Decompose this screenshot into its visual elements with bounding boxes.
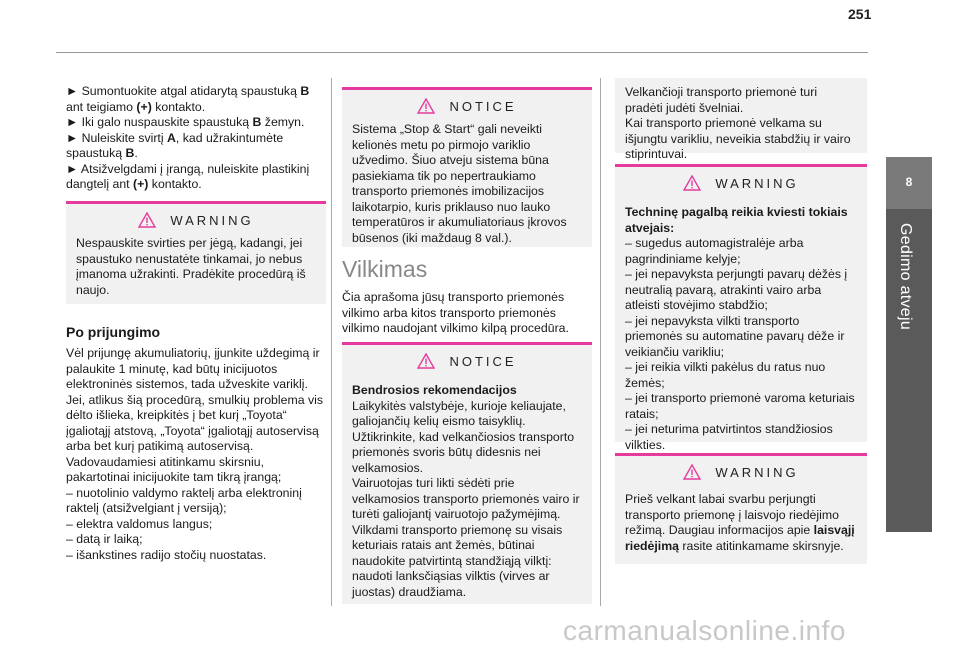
chapter-number: 8	[905, 175, 913, 189]
warning-icon	[683, 175, 701, 191]
warning-line-4: – jei reikia vilkti pakėlus du ratus nuo žemės;	[625, 360, 826, 390]
after-connect-text	[66, 346, 330, 563]
notice-icon	[417, 98, 435, 114]
warning-icon	[683, 464, 701, 480]
notice-box-stop-start	[342, 87, 592, 247]
towing-intro	[342, 290, 594, 337]
notice-line-3: Vairuotojas turi likti sėdėti prie velkamosios transporto priemonės vairo ir turėti galiojantį vairuotojo pažymėjimą.	[352, 476, 580, 521]
column-divider-2	[600, 78, 601, 606]
after-connect-line-5: – elektra valdomus langus;	[66, 516, 213, 531]
towing-note-2: Kai transporto priemonė velkama su išjungtu varikliu, neveikia stabdžių ir vairo stiprintuvai.	[625, 116, 851, 161]
notice-text: Sistema „Stop & Start“ gali neveikti kelionės metu po pirmojo variklio užvedimo. Šiuo atveju sistema būna pasiekiama tik po nepertraukiamo transporto priemonės imobilizacijos laikotarpio, kuris priklauso nuo lauko temperatūros ir akumuliatoriaus įkrovos būsenos (iki maždaug 8 val.).	[352, 122, 567, 245]
notice-header	[342, 92, 592, 120]
notice-title: Bendrosios rekomendacijos	[352, 383, 517, 397]
warning-freewheel-text: Prieš velkant labai svarbu perjungti transporto priemonę į laisvojo riedėjimo režimą. Daugiau informacijos apie laisvąjį riedėjimą rasite atitinkamame skirsnyje.	[625, 492, 855, 553]
header-rule	[56, 52, 868, 53]
notice-header-2	[342, 347, 592, 375]
warning-line-5: – jei transporto priemonė varoma keturiais ratais;	[625, 391, 855, 421]
warning-box-freewheel	[615, 453, 867, 564]
chapter-number-box	[886, 157, 932, 209]
after-connect-line-7: – išankstines radijo stočių nuostatas.	[66, 547, 267, 562]
warning-text: Nespauskite svirties per jėgą, kadangi, jei spaustuko nenustatėte tinkamai, jo nebus įmanoma užrakinti. Pradėkite procedūrą iš naujo.	[76, 236, 306, 297]
after-connect-line-3: Vadovaudamiesi atitinkamu skirsniu, pakartotinai inicijuokite tam tikrą įrangą;	[66, 454, 282, 484]
notice-icon	[417, 353, 435, 369]
warning-header-2	[615, 169, 867, 197]
step-1: ► Sumontuokite atgal atidarytą spaustuką B ant teigiamo (+) kontakto.	[66, 84, 310, 114]
notice-line-2: Užtikrinkite, kad velkančiosios transporto priemonės svoris būtų didesnis nei velkamosios.	[352, 429, 575, 475]
after-connect-line-6: – datą ir laiką;	[66, 532, 143, 546]
column-divider-1	[331, 78, 332, 606]
warning-header	[66, 206, 326, 234]
page-number: 251	[848, 6, 872, 22]
step-3: ► Nuleiskite svirtį A, kad užrakintumėte spaustuką B.	[66, 130, 284, 160]
towing-intro-text: Čia aprašoma jūsų transporto priemonės vilkimo arba kitos transporto priemonės vilkimo naudojant vilkimo kilpą procedūra.	[342, 290, 569, 335]
after-connect-line-1: Vėl prijungę akumuliatorių, įjunkite uždegimą ir palaukite 1 minutę, kad būtų inicijuotos elektroninės sistemos, tada užveskite variklį.	[66, 346, 320, 391]
step-2: ► Iki galo nuspauskite spaustuką B žemyn.	[66, 115, 305, 129]
warning-label-2: WARNING	[715, 175, 799, 191]
step-4: ► Atsižvelgdami į įrangą, nuleiskite plastikinį dangtelį ant (+) kontakto.	[66, 161, 310, 191]
section-heading-after-connect: Po prijungimo	[66, 324, 161, 340]
notice-line-4: Vilkdami transporto priemonę su visais keturiais ratais ant žemės, būtinai naudokite patvirtintą standžiąją vilktį: naudoti lanksčiąsias vilktis (virves ar juostas) draudžiama.	[352, 522, 563, 599]
notice-label-2: NOTICE	[449, 353, 517, 369]
chapter-tab[interactable]	[886, 157, 932, 532]
notice-label: NOTICE	[449, 98, 517, 114]
warning-line-2: – jei nepavyksta perjungti pavarų dėžės į neutralią pavarą, atrakinti vairo arba atleisti stovėjimo stabdžio;	[625, 267, 848, 312]
notice-box-general	[342, 342, 592, 604]
warning-title: Techninę pagalbą reikia kviesti tokiais atvejais:	[625, 205, 848, 235]
freewheel-link: laisvąjį riedėjimą	[625, 523, 855, 553]
warning-icon	[138, 212, 156, 228]
warning-line-6: – jei neturima patvirtintos standžiosios vilkties.	[625, 422, 833, 452]
notice-line-1: Laikykitės valstybėje, kurioje keliaujate, galiojančių kelių eismo taisyklių.	[352, 398, 566, 428]
watermark: carmanualsonline.info	[563, 615, 846, 646]
section-heading-towing: Vilkimas	[342, 256, 428, 282]
warning-label: WARNING	[170, 212, 254, 228]
warning-line-3: – jei nepavyksta vilkti transporto priemonės su automatine pavarų dėže ir veikiančiu varikliu;	[625, 313, 845, 359]
warning-header-3	[615, 458, 867, 486]
battery-steps	[66, 84, 328, 193]
after-connect-line-4: – nuotolinio valdymo raktelį arba elektroninį raktelį (atsižvelgiant į versiją);	[66, 485, 302, 515]
warning-label-3: WARNING	[715, 464, 799, 480]
after-connect-line-2: Jei, atlikus šią procedūrą, smulkių problema vis dėlto išlieka, kreipkitės į bet kurį „Toyota“ įgaliotąjį atstovą, „Toyota“ įgaliotąjį autoservisą arba bet kurį patikimą autoservisą.	[66, 392, 323, 453]
towing-note-1: Velkančioji transporto priemonė turi pradėti judėti švelniai.	[625, 85, 818, 115]
warning-line-1: – sugedus automagistralėje arba pagrindiniame kelyje;	[625, 236, 804, 266]
intro-box-towing	[615, 78, 867, 161]
chapter-title: Gedimo atveju	[897, 223, 914, 331]
warning-box-clamp	[66, 201, 326, 304]
warning-box-assistance	[615, 164, 867, 452]
